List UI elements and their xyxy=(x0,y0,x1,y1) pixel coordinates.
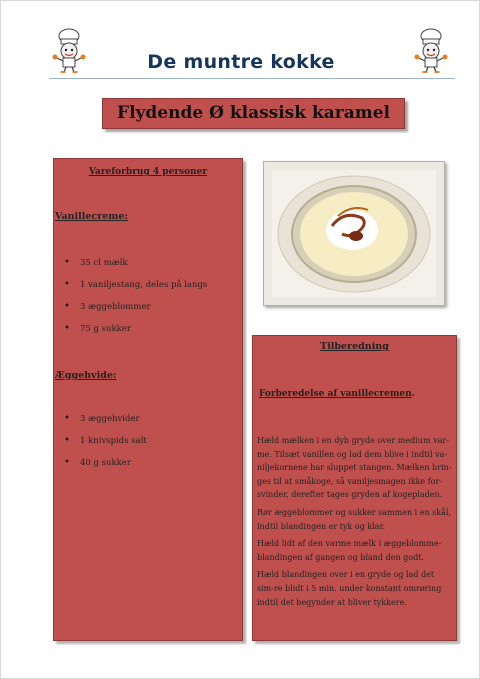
preparation-paragraph: Hæld blandingen over i en gryde og lad det sim-re blidt i 5 min. under konstant omrøring indtil det begynder at bliver tykkere. xyxy=(257,570,442,607)
list-item: • 1 knivspids salt xyxy=(54,436,147,458)
preparation-body xyxy=(257,434,453,613)
preparation-paragraph: Hæld mælken i en dyb gryde over medium var-me. Tilsæt vanillen og lad dem blive i indtil va-niljekornene har sluppet stangen. Mælken brin-ges til at småkoge, så vaniljesmagen ikke for-svinder, derefter tages gryden af kogepladen. xyxy=(257,436,452,500)
preparation-paragraph: Hæld lidt af den varme mælk i æggeblomme-blandingen af gangen og bland den godt. xyxy=(257,539,442,562)
vanillecreme-title: Vanillecreme: xyxy=(55,211,128,222)
aeggehvide-list xyxy=(54,414,147,480)
list-item: • 3 æggeblommer xyxy=(54,302,207,324)
aeggehvide-title: Æggehvide: xyxy=(55,370,117,381)
site-title: De muntre kokke xyxy=(147,51,335,73)
preparation-panel xyxy=(252,335,457,641)
list-item: • 3 æggehvider xyxy=(54,414,147,436)
preparation-heading: Tilberedning xyxy=(320,341,389,352)
preparation-subheading xyxy=(259,389,415,399)
dessert-photo xyxy=(263,161,445,306)
list-item: • 1 vaniljestang, deles på langs xyxy=(54,280,207,302)
list-item: • 75 g sukker xyxy=(54,324,207,346)
preparation-paragraph: Rør æggeblommer og sukker sammen i en skål, indtil blandingen er tyk og klar. xyxy=(257,507,451,531)
ingredients-heading: Vareforbrug 4 personer xyxy=(88,167,208,177)
subheading-suffix: . xyxy=(411,389,415,399)
recipe-title: Flydende Ø klassisk karamel xyxy=(102,98,405,129)
header-divider xyxy=(49,78,455,79)
subheading-text: Forberedelse af vanillecremen xyxy=(259,389,412,399)
list-item: • 35 cl mælk xyxy=(54,258,207,280)
ingredients-panel xyxy=(53,158,243,641)
dessert-bowl-photo xyxy=(272,170,436,297)
list-item: • 40 g sukker xyxy=(54,458,147,480)
vanillecreme-list xyxy=(54,258,207,346)
